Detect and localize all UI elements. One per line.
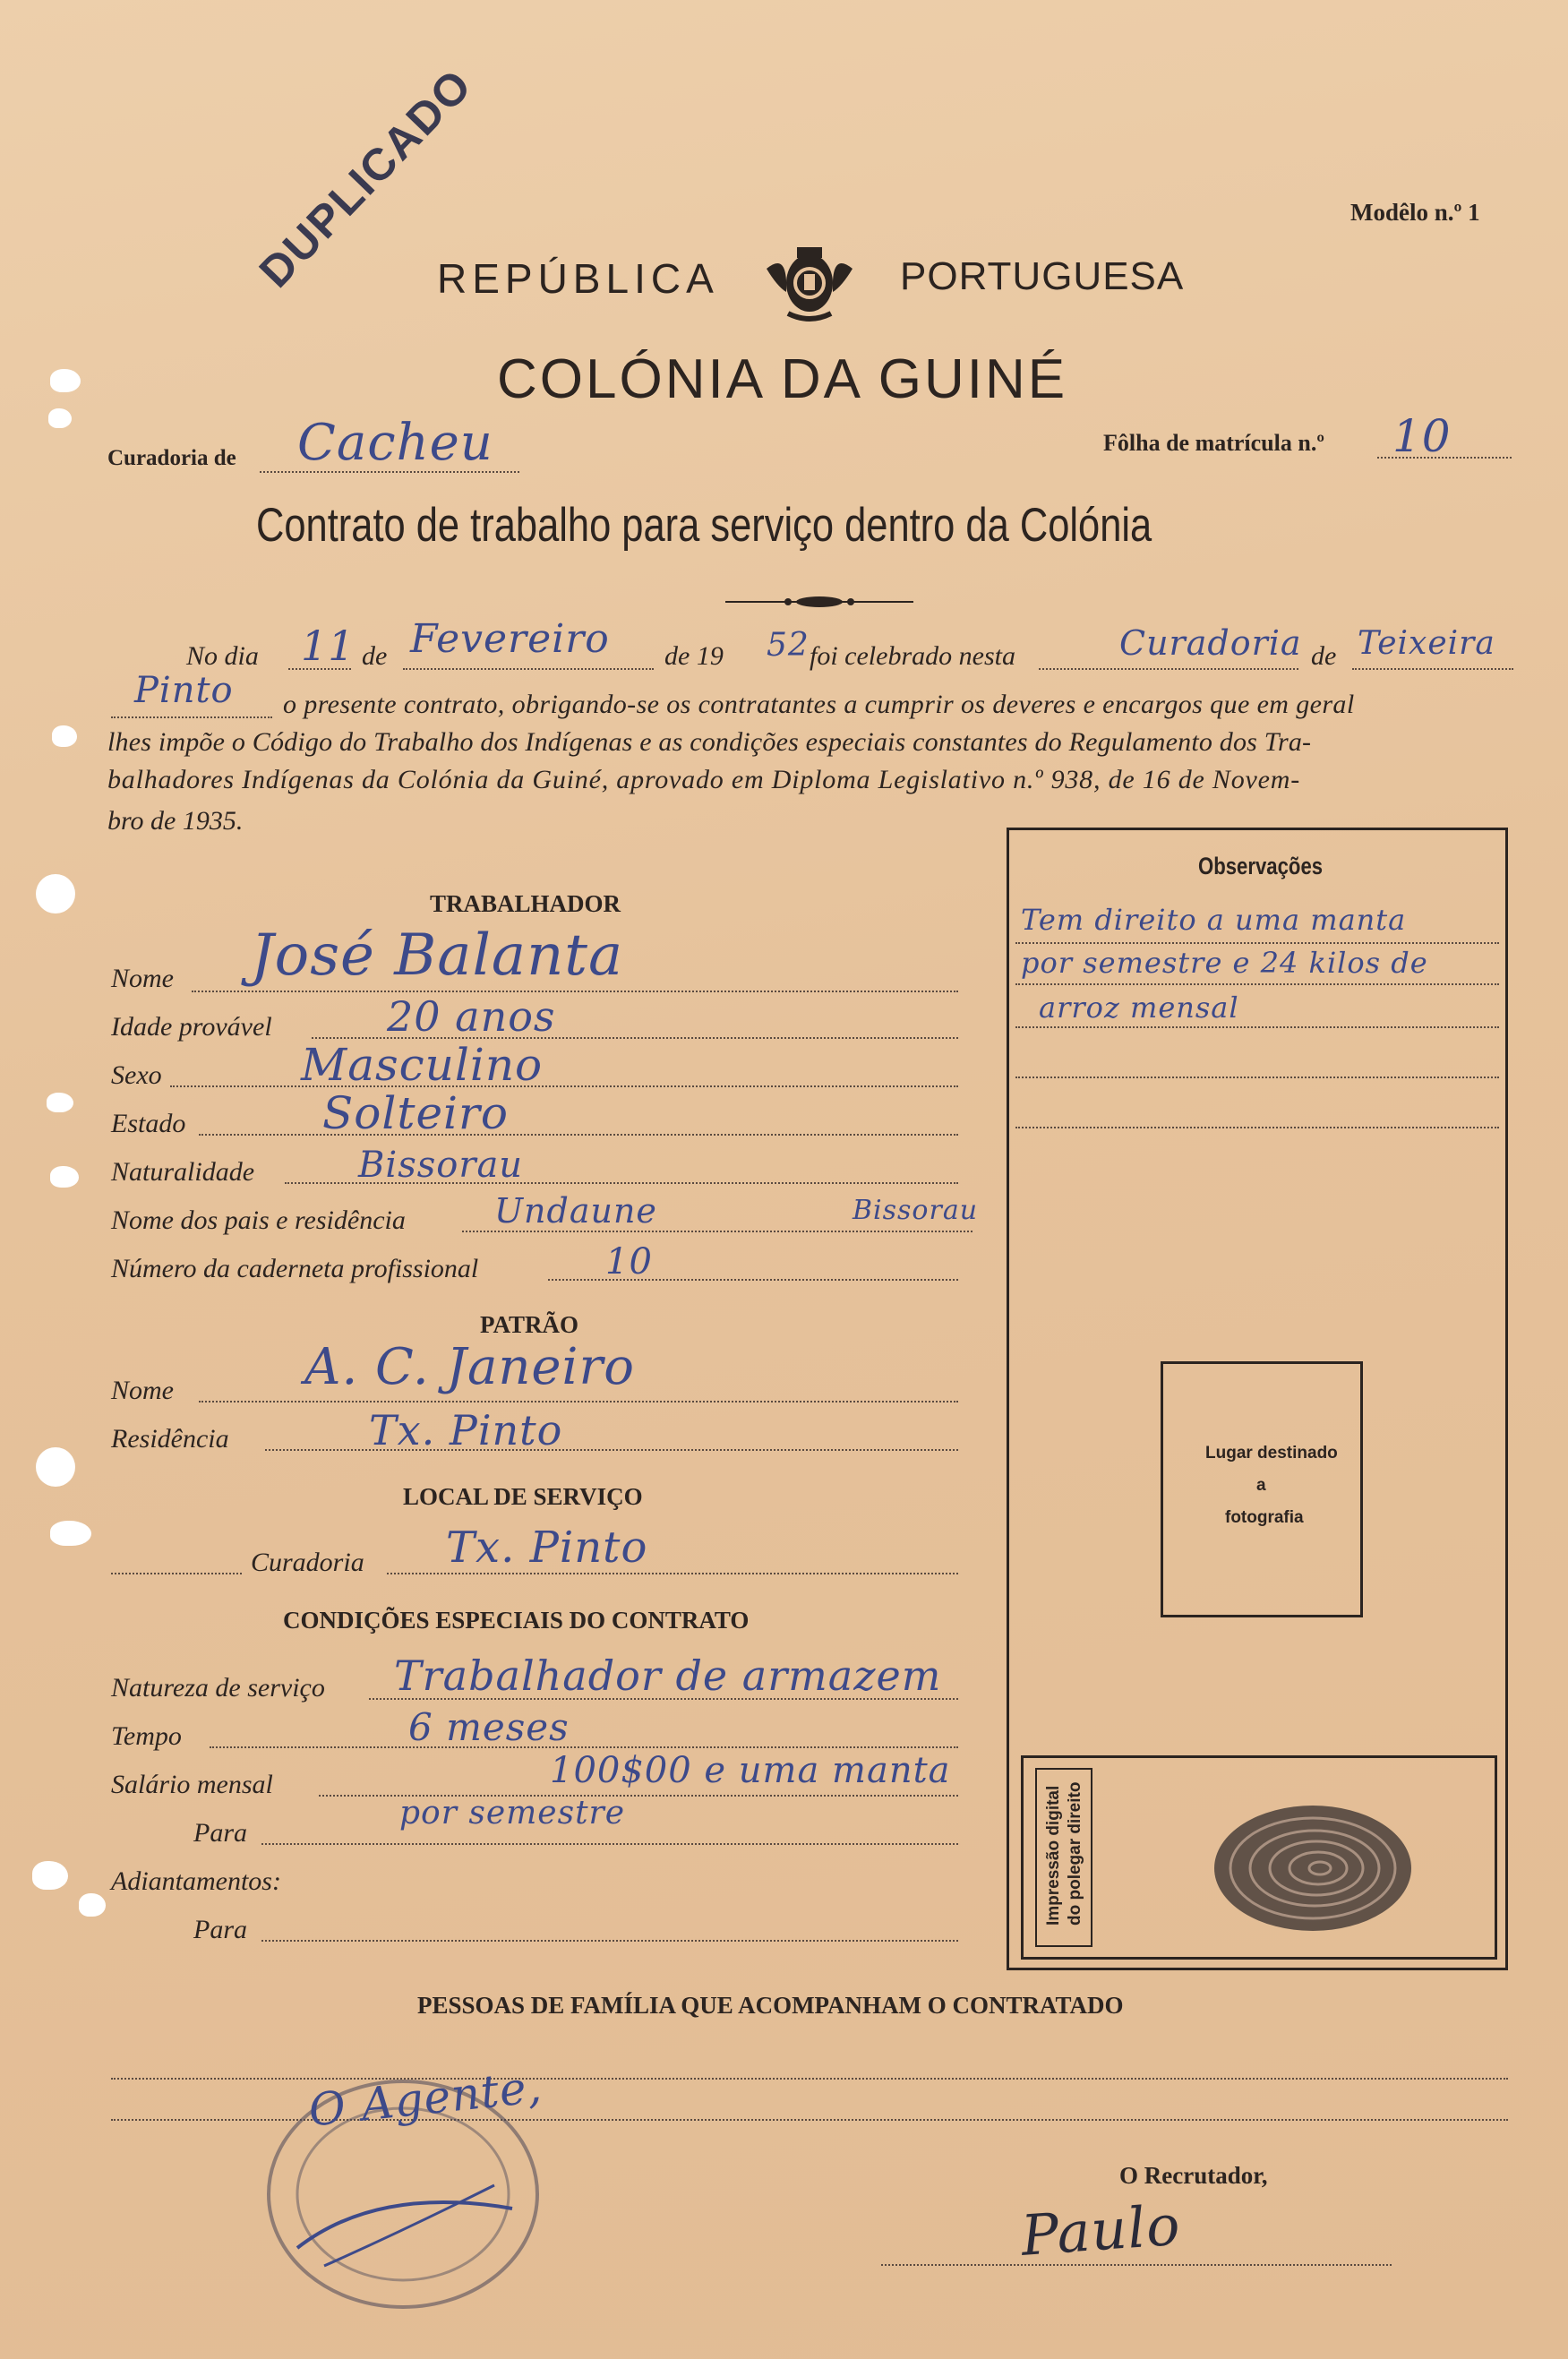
- folha-label: Fôlha de matrícula n.º: [1103, 430, 1324, 456]
- dotted-line: [111, 1573, 242, 1574]
- nome-label: Nome: [111, 964, 174, 993]
- dotted-line: [170, 1085, 958, 1087]
- folha-value: 10: [1392, 410, 1452, 462]
- intro-year: 52: [767, 627, 810, 664]
- paper-tear: [52, 725, 77, 747]
- para-value: por semestre: [399, 1795, 626, 1831]
- dotted-line: [111, 716, 272, 718]
- curadoria-value: Cacheu: [297, 414, 493, 472]
- intro-month: Fevereiro: [410, 616, 610, 662]
- document-title: Contrato de trabalho para serviço dentro da Colónia: [256, 499, 1152, 552]
- para-label: Para: [193, 1818, 247, 1848]
- idade-label: Idade provável: [111, 1012, 272, 1042]
- paper-tear: [47, 1093, 73, 1112]
- pais-value: Undaune: [494, 1191, 657, 1231]
- intro-line-3: lhes impõe o Código do Trabalho dos Indígenas e as condições especiais constantes do Regulamento dos Tra-: [107, 727, 1312, 757]
- caderneta-label: Número da caderneta profissional: [111, 1254, 479, 1283]
- intro-de: de: [362, 641, 388, 671]
- patrao-nome-value: A. C. Janeiro: [304, 1338, 635, 1396]
- idade-value: 20 anos: [387, 992, 556, 1041]
- photo-label-1: Lugar destinado: [1205, 1444, 1338, 1463]
- photo-label-2: a: [1256, 1476, 1266, 1495]
- dotted-line: [1015, 942, 1499, 944]
- estado-value: Solteiro: [322, 1087, 510, 1139]
- familia-heading: PESSOAS DE FAMÍLIA QUE ACOMPANHAM O CONTRATADO: [417, 1992, 1124, 2019]
- salario-value: 100$00 e uma manta: [550, 1750, 951, 1791]
- naturalidade-label: Naturalidade: [111, 1157, 255, 1187]
- paper-tear: [50, 1166, 79, 1188]
- dotted-line: [403, 668, 654, 670]
- republic-left: REPÚBLICA: [437, 255, 719, 302]
- thumbprint-label-2: do polegar direito: [1066, 1781, 1084, 1926]
- dotted-line: [199, 1401, 958, 1403]
- punch-hole-top: [36, 874, 75, 914]
- paper-tear: [50, 1521, 91, 1546]
- dotted-line: [210, 1746, 958, 1748]
- adiantamentos-label: Adiantamentos:: [111, 1866, 281, 1896]
- dotted-line: [881, 2264, 1392, 2266]
- dotted-line: [199, 1134, 958, 1136]
- intro-place-town: Teixeira: [1358, 625, 1495, 662]
- patrao-heading: PATRÃO: [480, 1311, 578, 1338]
- intro-de2: de: [1311, 641, 1337, 671]
- estado-label: Estado: [111, 1109, 186, 1138]
- dotted-line: [1015, 1127, 1499, 1128]
- model-number: Modêlo n.º 1: [1350, 199, 1480, 226]
- residencia-value: Tx. Pinto: [369, 1406, 563, 1454]
- photo-label-3: fotografia: [1225, 1508, 1304, 1527]
- observacoes-heading: Observações: [1198, 853, 1324, 879]
- paper-tear: [32, 1861, 68, 1890]
- colony-name: COLÓNIA DA GUINÉ: [497, 348, 1068, 410]
- dotted-line: [1015, 1026, 1499, 1028]
- intro-line-5: bro de 1935.: [107, 806, 244, 836]
- patrao-nome-label: Nome: [111, 1376, 174, 1405]
- intro-line-4: balhadores Indígenas da Colónia da Guiné, aprovado em Diploma Legislativo n.º 938, de 16 de Novem-: [107, 765, 1301, 794]
- sexo-value: Masculino: [301, 1039, 544, 1091]
- local-curadoria-value: Tx. Pinto: [446, 1523, 648, 1573]
- observacoes-line-1: Tem direito a uma manta: [1021, 903, 1407, 937]
- tempo-value: 6 meses: [408, 1705, 570, 1749]
- intro-year-prefix: de 19: [664, 641, 724, 671]
- residencia-label: Residência: [111, 1424, 229, 1454]
- ornament-divider: [725, 595, 913, 609]
- duplicado-stamp: DUPLICADO: [249, 58, 482, 297]
- republic-right: PORTUGUESA: [900, 254, 1185, 298]
- paper-tear: [50, 369, 81, 392]
- observacoes-line-2: por semestre e 24 kilos de: [1021, 946, 1428, 980]
- intro-line-2: o presente contrato, obrigando-se os contratantes a cumprir os deveres e encargos que em geral: [283, 690, 1355, 719]
- recrutador-signature: Paulo: [1019, 2192, 1183, 2269]
- dotted-line: [261, 1843, 958, 1845]
- thumbprint-icon: [1205, 1797, 1420, 1940]
- intro-celebrado: foi celebrado nesta: [810, 641, 1015, 671]
- pais-residence: Bissorau: [853, 1195, 979, 1226]
- natureza-value: Trabalhador de armazem: [394, 1651, 942, 1700]
- dotted-line: [1039, 668, 1298, 670]
- dotted-line: [1015, 983, 1499, 985]
- trabalhador-heading: TRABALHADOR: [430, 890, 621, 917]
- recrutador-label: O Recrutador,: [1119, 2162, 1268, 2189]
- dotted-line: [1352, 668, 1513, 670]
- caderneta-value: 10: [605, 1241, 653, 1282]
- salario-label: Salário mensal: [111, 1770, 273, 1799]
- dotted-line: [261, 1940, 958, 1942]
- observacoes-line-3: arroz mensal: [1039, 991, 1239, 1025]
- agente-signature-label: O Agente,: [306, 2060, 545, 2137]
- punch-hole-bottom: [36, 1447, 75, 1487]
- paper-tear: [79, 1893, 106, 1917]
- intro-no-dia: No dia: [186, 641, 259, 671]
- thumbprint-label-1: Impressão digital: [1044, 1785, 1063, 1926]
- condicoes-heading: CONDIÇÕES ESPECIAIS DO CONTRATO: [283, 1607, 750, 1634]
- dotted-line: [192, 991, 958, 992]
- curadoria-label: Curadoria de: [107, 446, 236, 470]
- local-curadoria-label: Curadoria: [251, 1548, 364, 1577]
- naturalidade-value: Bissorau: [358, 1145, 524, 1186]
- nome-value: José Balanta: [251, 922, 624, 989]
- natureza-label: Natureza de serviço: [111, 1673, 325, 1703]
- local-heading: LOCAL DE SERVIÇO: [403, 1483, 643, 1510]
- dotted-line: [462, 1231, 973, 1232]
- dotted-line: [1015, 1077, 1499, 1078]
- tempo-label: Tempo: [111, 1721, 182, 1751]
- pais-label: Nome dos pais e residência: [111, 1205, 406, 1235]
- para2-label: Para: [193, 1915, 247, 1944]
- intro-place: Curadoria: [1119, 623, 1302, 663]
- dotted-line: [387, 1573, 958, 1574]
- intro-place-town-2: Pinto: [134, 670, 234, 711]
- sexo-label: Sexo: [111, 1060, 162, 1090]
- coat-of-arms-icon: [761, 242, 858, 322]
- paper-tear: [48, 408, 72, 428]
- intro-day: 11: [301, 622, 356, 670]
